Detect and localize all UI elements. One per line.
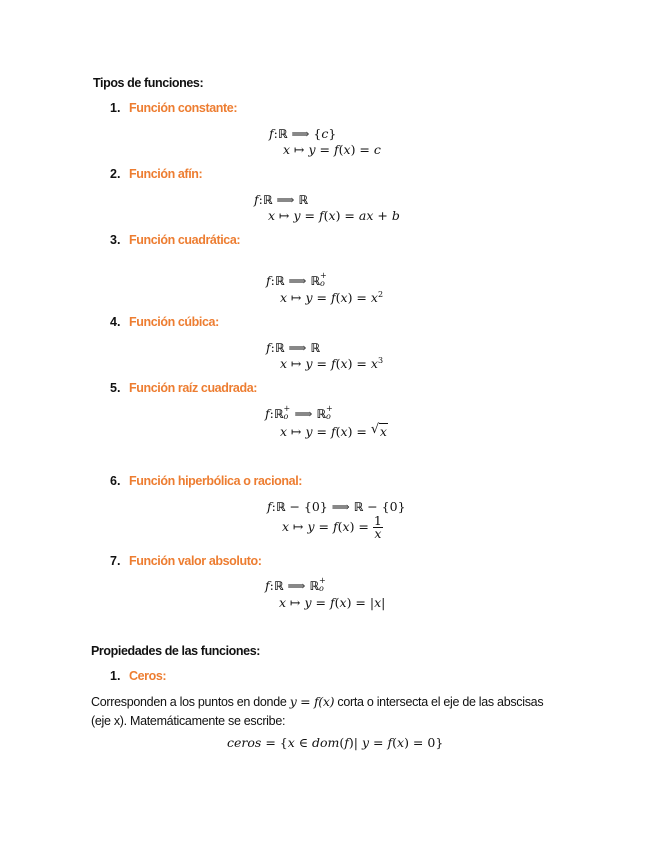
list-number: 6.	[110, 474, 121, 488]
formula-cuadratica-domain: f:ℝ ⟹ ℝ + o	[266, 270, 327, 288]
item-funcion-constante: Función constante:	[129, 101, 238, 115]
formula-absoluto-domain: f:ℝ ⟹ ℝ + o	[265, 575, 326, 593]
formula-afin-domain: f:ℝ ⟹ ℝ	[254, 192, 308, 207]
formula-absoluto-rule: x ↦ y = f(x) = |x|	[279, 595, 386, 610]
list-number: 3.	[110, 233, 121, 247]
formula-cubica-domain: f:ℝ ⟹ ℝ	[266, 340, 320, 355]
list-number: 1.	[110, 669, 121, 683]
formula-cubica-rule: x ↦ $y = f(x) = x^3$	[280, 356, 384, 371]
paragraph-ceros	[91, 692, 571, 731]
paragraph-text: Corresponden a los puntos en donde	[91, 695, 287, 709]
item-funcion-valor-absoluto: Función valor absoluto:	[129, 554, 262, 568]
item-funcion-cuadratica: Función cuadrática:	[129, 233, 241, 247]
list-number: 4.	[110, 315, 121, 329]
inline-formula: y = f(x)	[289, 694, 335, 709]
item-funcion-raiz-cuadrada: Función raíz cuadrada:	[129, 381, 258, 395]
item-ceros: Ceros:	[129, 669, 167, 683]
formula-constante-rule: x ↦ y = f(x) = c	[283, 142, 381, 157]
paragraph-text: (eje x). Matemáticamente se escribe:	[91, 714, 286, 728]
formula-cuadratica-rule: x ↦ $y = f(x) = x^2$	[280, 290, 384, 305]
formula-raiz-domain: f:ℝ + o ⟹ ℝ + o	[265, 403, 333, 421]
list-number: 2.	[110, 167, 121, 181]
item-funcion-afin: Función afín:	[129, 167, 203, 181]
list-number: 5.	[110, 381, 121, 395]
formula-hiperbolica-domain: f:ℝ − {0} ⟹ ℝ − {0}	[267, 499, 406, 514]
item-funcion-hiperbolica: Función hiperbólica o racional:	[129, 474, 303, 488]
paragraph-text: corta o intersecta el eje de las abscisas	[337, 695, 544, 709]
formula-ceros: ceros = {x ∈ dom(f)| y = f(x) = 0}	[227, 735, 444, 750]
section-title-propiedades: Propiedades de las funciones:	[91, 644, 261, 658]
formula-afin-rule: x ↦ y = f(x) = ax + b	[268, 208, 400, 223]
formula-ceros-label: ceros	[227, 735, 262, 750]
list-number: 7.	[110, 554, 121, 568]
formula-raiz-rule: x ↦ y = f(x) = √ x	[280, 422, 387, 439]
formula-constante-domain: f:ℝ ⟹ {c}	[269, 126, 337, 141]
section-title-tipos: Tipos de funciones:	[93, 76, 204, 90]
list-number: 1.	[110, 101, 121, 115]
item-funcion-cubica: Función cúbica:	[129, 315, 219, 329]
formula-hiperbolica-rule: x ↦ y = f(x) = $\frac{1}{x}$	[282, 513, 382, 541]
